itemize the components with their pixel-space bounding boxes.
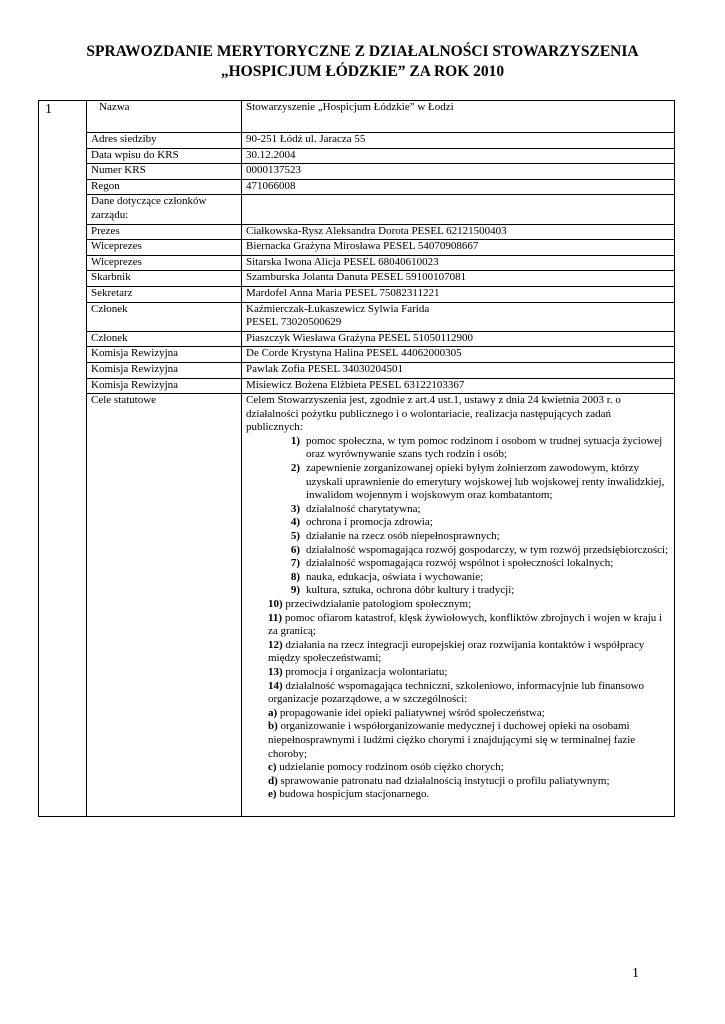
goal-item-number: 11) xyxy=(268,611,283,624)
row-label: Dane dotyczące członków zarządu: xyxy=(87,195,242,224)
goal-item xyxy=(246,598,670,612)
table-row xyxy=(39,347,675,363)
goal-item-text: promocja i organizacja wolontariatu; xyxy=(285,665,448,678)
row-value: De Corde Krystyna Halina PESEL 44062000305 xyxy=(242,347,675,363)
table-row xyxy=(39,362,675,378)
goal-item xyxy=(246,680,670,707)
row-label: Członek xyxy=(87,302,242,331)
goal-item-text: ochrona i promocja zdrowia; xyxy=(306,516,433,529)
goal-item-text: przeciwdziałanie patologiom społecznym; xyxy=(285,598,472,610)
table-row xyxy=(39,148,675,164)
table-row xyxy=(39,224,675,240)
goal-item-number: 7) xyxy=(290,557,300,570)
goal-item xyxy=(246,516,670,530)
row-label: Komisja Rewizyjna xyxy=(87,378,242,394)
row-label: Sekretarz xyxy=(87,286,242,302)
goal-item xyxy=(246,503,670,517)
goal-item xyxy=(246,435,670,462)
goal-item xyxy=(246,639,670,666)
goal-item-text: działalność wspomagająca rozwój gospodarczy, w tym rozwój przedsiębiorczości; xyxy=(306,543,669,556)
row-value: Piaszczyk Wiesława Grażyna PESEL 51050112900 xyxy=(242,331,675,347)
goal-item xyxy=(246,571,670,585)
goals-list-extended xyxy=(246,598,670,707)
goal-item-number: a) xyxy=(268,706,278,719)
row-label: Członek xyxy=(87,331,242,347)
row-label: Regon xyxy=(87,179,242,195)
page-number: 1 xyxy=(632,966,639,981)
table-row xyxy=(39,394,675,817)
goal-item-number: 6) xyxy=(290,543,300,556)
goal-item-number: 8) xyxy=(290,570,300,583)
goal-item-text: kultura, sztuka, ochrona dóbr kultury i tradycji; xyxy=(306,584,515,597)
table-row xyxy=(39,255,675,271)
row-value: Stowarzyszenie „Hospicjum Łódzkie” w Łodzi xyxy=(242,101,675,133)
goal-item-text: propagowanie idei opieki paliatywnej wśród społeczeństwa; xyxy=(279,706,545,719)
row-label: Nazwa xyxy=(87,101,242,133)
row-value-line: Kaźmierczak-Łukaszewicz Sylwia Farida xyxy=(246,302,430,315)
row-value xyxy=(242,195,675,224)
goal-item-number: 12) xyxy=(268,638,283,651)
goal-item-number: d) xyxy=(268,774,278,787)
goal-item-text: zapewnienie zorganizowanej opieki byłym żołnierzom zawodowym, którzy uzyskali uprawnienie do emerytury wojskowej lub wojskowej renty inwalidzkiej, inwalidom wojennym i wojskowym oraz kombatantom; xyxy=(306,462,665,502)
goal-item-text: działalność charytatywna; xyxy=(306,502,421,515)
row-value: Szamburska Jolanta Danuta PESEL 59100107081 xyxy=(242,271,675,287)
table-row xyxy=(39,101,675,133)
row-value: 471066008 xyxy=(242,179,675,195)
row-value: 90-251 Łódź ul. Jaracza 55 xyxy=(242,133,675,149)
goal-item-number: c) xyxy=(268,761,277,774)
statutory-goals xyxy=(242,394,675,817)
row-value: 30.12.2004 xyxy=(242,148,675,164)
goal-item-number: 14) xyxy=(268,679,283,692)
table-row xyxy=(39,240,675,256)
row-label: Cele statutowe xyxy=(87,394,242,817)
goal-item xyxy=(246,720,670,761)
row-value: Misiewicz Bożena Elżbieta PESEL 63122103367 xyxy=(242,378,675,394)
row-label: Prezes xyxy=(87,224,242,240)
goal-item-text: budowa hospicjum stacjonarnego. xyxy=(279,788,430,801)
row-label: Wiceprezes xyxy=(87,240,242,256)
goal-item-number: e) xyxy=(268,788,277,801)
goal-item-number: 10) xyxy=(268,598,283,610)
row-label: Komisja Rewizyjna xyxy=(87,347,242,363)
goal-item xyxy=(246,462,670,503)
goals-intro: Celem Stowarzyszenia jest, zgodnie z art.4 ust.1, ustawy z dnia 24 kwietnia 2003 r. o działalności pożytku publicznego i o wolontariacie, realizacja następujących zadań publicznych: xyxy=(246,394,621,434)
row-value-line: PESEL 73020500629 xyxy=(246,316,342,329)
table-row xyxy=(39,378,675,394)
goal-item xyxy=(246,557,670,571)
row-value: Pawlak Zofia PESEL 34030204501 xyxy=(242,362,675,378)
goal-item-text: nauka, edukacja, oświata i wychowanie; xyxy=(306,570,484,583)
table-row xyxy=(39,286,675,302)
goal-item xyxy=(246,775,670,789)
goals-list xyxy=(246,435,670,598)
document-title xyxy=(40,42,685,82)
row-label: Wiceprezes xyxy=(87,255,242,271)
table-row xyxy=(39,133,675,149)
goal-item-number: 2) xyxy=(290,462,300,475)
goal-item-number: 4) xyxy=(290,516,300,529)
title-line-2: „HOSPICJUM ŁÓDZKIE” ZA ROK 2010 xyxy=(220,63,505,80)
table-row xyxy=(39,195,675,224)
goal-item-number: b) xyxy=(268,720,278,733)
goal-item-text: organizowanie i współorganizowanie medycznej i duchowej opieki na osobami niepełnosprawnymi i ludźmi ciężko chorymi i znajdującymi się w terminalnej fazie choroby; xyxy=(268,720,636,760)
goal-item-text: udzielanie pomocy rodzinom osób ciężko chorych; xyxy=(279,761,504,774)
row-value: 0000137523 xyxy=(242,164,675,180)
table-row xyxy=(39,164,675,180)
row-label: Numer KRS xyxy=(87,164,242,180)
goal-item xyxy=(246,761,670,775)
goal-item xyxy=(246,530,670,544)
goal-item xyxy=(246,584,670,598)
table-row xyxy=(39,302,675,331)
row-label: Komisja Rewizyjna xyxy=(87,362,242,378)
table-row xyxy=(39,179,675,195)
row-value: Biernacka Grażyna Mirosława PESEL 54070908667 xyxy=(242,240,675,256)
report-table xyxy=(38,100,675,817)
goal-item-number: 3) xyxy=(290,502,300,515)
section-number: 1 xyxy=(39,101,87,817)
goal-item xyxy=(246,544,670,558)
row-value xyxy=(242,302,675,331)
goal-item-text: pomoc ofiarom katastrof, klęsk żywiołowych, konfliktów zbrojnych i wojen w kraju i za granicą; xyxy=(268,611,663,638)
goal-item xyxy=(246,612,670,639)
row-label: Data wpisu do KRS xyxy=(87,148,242,164)
goal-item-number: 1) xyxy=(290,434,300,447)
goal-item-text: działania na rzecz integracji europejskiej oraz rozwijania kontaktów i współpracy między społeczeństwami; xyxy=(268,638,645,665)
goals-sublist xyxy=(246,707,670,802)
row-value: Ciałkowska-Rysz Aleksandra Dorota PESEL 62121500403 xyxy=(242,224,675,240)
row-value: Mardofel Anna Maria PESEL 75082311221 xyxy=(242,286,675,302)
table-row xyxy=(39,271,675,287)
goal-item xyxy=(246,666,670,680)
goal-item-text: sprawowanie patronatu nad działalnością instytucji o profilu paliatywnym; xyxy=(280,774,610,787)
goal-item-number: 13) xyxy=(268,665,283,678)
row-value: Sitarska Iwona Alicja PESEL 68040610023 xyxy=(242,255,675,271)
row-label: Adres siedziby xyxy=(87,133,242,149)
table-row xyxy=(39,331,675,347)
title-line-1: SPRAWOZDANIE MERYTORYCZNE Z DZIAŁALNOŚCI STOWARZYSZENIA xyxy=(86,43,639,60)
goal-item-number: 5) xyxy=(290,530,300,543)
goal-item xyxy=(246,707,670,721)
goal-item-text: działanie na rzecz osób niepełnosprawnych; xyxy=(306,530,500,543)
row-label: Skarbnik xyxy=(87,271,242,287)
goal-item-text: działalność wspomagająca rozwój wspólnot i społeczności lokalnych; xyxy=(306,557,614,570)
goal-item-number: 9) xyxy=(290,584,300,597)
goal-item-text: pomoc społeczna, w tym pomoc rodzinom i osobom w trudnej sytuacja życiowej oraz wyrównywanie szans tych rodzin i osób; xyxy=(306,434,663,461)
goal-item xyxy=(246,788,670,802)
goal-item-text: działalność wspomagająca techniczni, szkoleniowo, informacyjnie lub finansowo organizacje pozarządowe, a w szczególności: xyxy=(268,679,645,706)
